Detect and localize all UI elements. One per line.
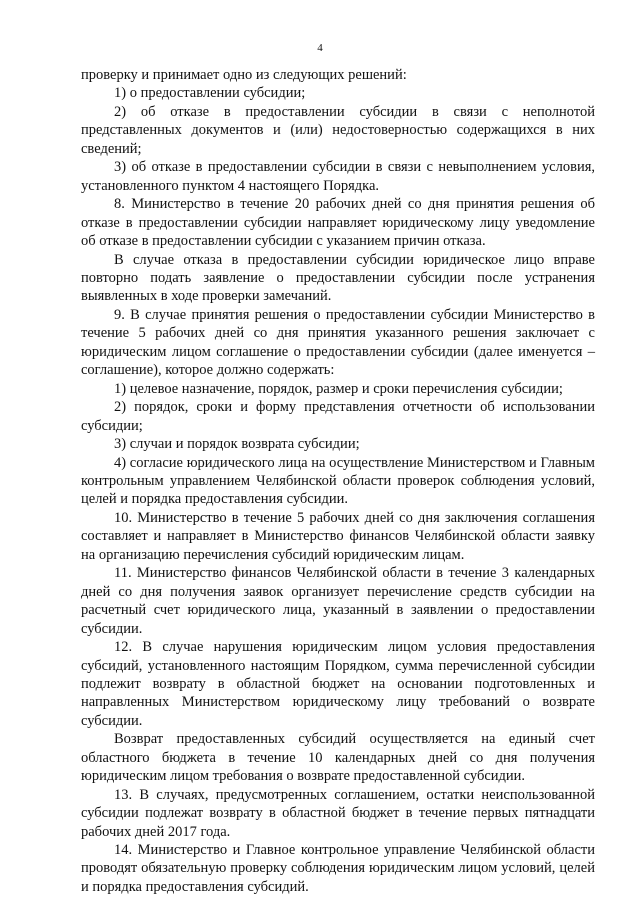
- paragraph: 3) случаи и порядок возврата субсидии;: [114, 436, 360, 453]
- paragraph: Возврат предоставленных субсидий осуществляется на единый счет областного бюджета в течение 10 календарных дней со дня получения юридическим лицом требования о возврате предоставленной субсидии.: [81, 731, 595, 785]
- paragraph: 1) целевое назначение, порядок, размер и сроки перечисления субсидии;: [114, 380, 563, 397]
- paragraph: 11. Министерство финансов Челябинской области в течение 3 календарных дней со дня получения заявок организует перечисление средств субсидии на расчетный счет юридического лица, указанный в заявлении о предоставлении субсидии.: [81, 565, 595, 637]
- paragraph: 14. Министерство и Главное контрольное управление Челябинской области проводят обязательную проверку соблюдения юридическим лицом условий, целей и порядка предоставления субсидий.: [81, 842, 595, 895]
- paragraph: 4) согласие юридического лица на осуществление Министерством и Главным контрольным управлением Челябинской области проверок соблюдения условий, целей и порядка предоставления субсидии.: [81, 454, 595, 508]
- paragraph: 12. В случае нарушения юридическим лицом условия предоставления субсидий, установленного настоящим Порядком, сумма перечисленной субсидии подлежит возврату в областной бюджет на основании подготовленных и направленных Министерством юридическому лицу требований о возврате субсидии.: [81, 639, 595, 729]
- paragraph: 1) о предоставлении субсидии;: [114, 85, 306, 102]
- paragraph: 2) порядок, сроки и форму представления отчетности об использовании субсидии;: [81, 399, 595, 434]
- paragraph: 8. Министерство в течение 20 рабочих дней со дня принятия решения об отказе в предоставлении субсидии направляет юридическому лицу уведомление об отказе в предоставлении субсидии с указанием причин отказа.: [81, 196, 595, 250]
- paragraph: В случае отказа в предоставлении субсидии юридическое лицо вправе повторно подать заявление о предоставлении субсидии после устранения выявленных в ходе проверки замечаний.: [81, 251, 595, 305]
- paragraph: проверку и принимает одно из следующих решений:: [81, 67, 407, 83]
- paragraph: 3) об отказе в предоставлении субсидии в связи с невыполнением условия, установленного пунктом 4 настоящего Порядка.: [81, 159, 595, 194]
- page-number: 4: [317, 42, 323, 54]
- paragraph: 13. В случаях, предусмотренных соглашением, остатки неиспользованной субсидии подлежат возврату в областной бюджет в течение первых пятнадцати рабочих дней 2017 года.: [81, 786, 595, 840]
- paragraph: 9. В случае принятия решения о предоставлении субсидии Министерство в течение 5 рабочих дней со дня принятия указанного решения заключает с юридическим лицом соглашение о предоставлении субсидии (далее именуется – соглашение), которое должно содержать:: [81, 306, 595, 379]
- paragraph: 10. Министерство в течение 5 рабочих дней со дня заключения соглашения составляет и направляет в Министерство финансов Челябинской области заявку на организацию перечисления субсидий юридическим лицам.: [81, 509, 595, 563]
- paragraph: 2) об отказе в предоставлении субсидии в связи с неполнотой представленных документов и (или) недостоверностью содержащихся в них сведений;: [81, 103, 595, 157]
- document-body: [81, 66, 595, 896]
